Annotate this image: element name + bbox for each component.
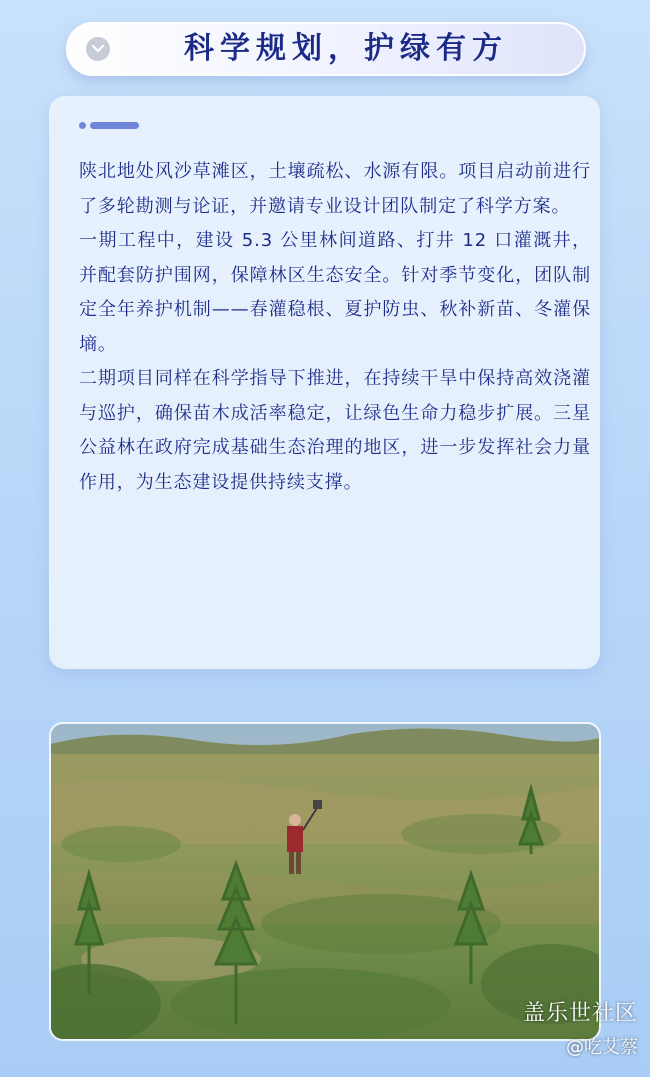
article-card <box>49 96 600 669</box>
section-title-banner <box>66 22 586 76</box>
forest-photo <box>49 722 601 1041</box>
watermark-title: 盖乐世社区 <box>522 1001 638 1026</box>
decorative-dot <box>79 122 86 129</box>
chevron-down-icon[interactable] <box>86 37 110 61</box>
article-body <box>79 155 591 500</box>
decorative-bar <box>90 122 139 129</box>
article-paragraph: 二期项目同样在科学指导下推进，在持续干旱中保持高效浇灌与巡护，确保苗木成活率稳定，让绿色生命力稳步扩展。三星公益林在政府完成基础生态治理的地区，进一步发挥社会力量作用，为生态建设提供持续支撑。 <box>79 368 591 493</box>
article-paragraph: 陕北地处风沙草滩区，土壤疏松、水源有限。项目启动前进行了多轮勘测与论证，并邀请专业设计团队制定了科学方案。 <box>79 161 591 217</box>
article-paragraph: 一期工程中，建设 5.3 公里林间道路、打井 12 口灌溉井，并配套防护围网，保障林区生态安全。针对季节变化，团队制定全年养护机制——春灌稳根、夏护防虫、秋补新苗、冬灌保墒。 <box>79 230 591 355</box>
section-title: 科学规划，护绿有方 <box>184 31 508 66</box>
watermark-handle: @吃艾蔡 <box>566 1037 638 1058</box>
